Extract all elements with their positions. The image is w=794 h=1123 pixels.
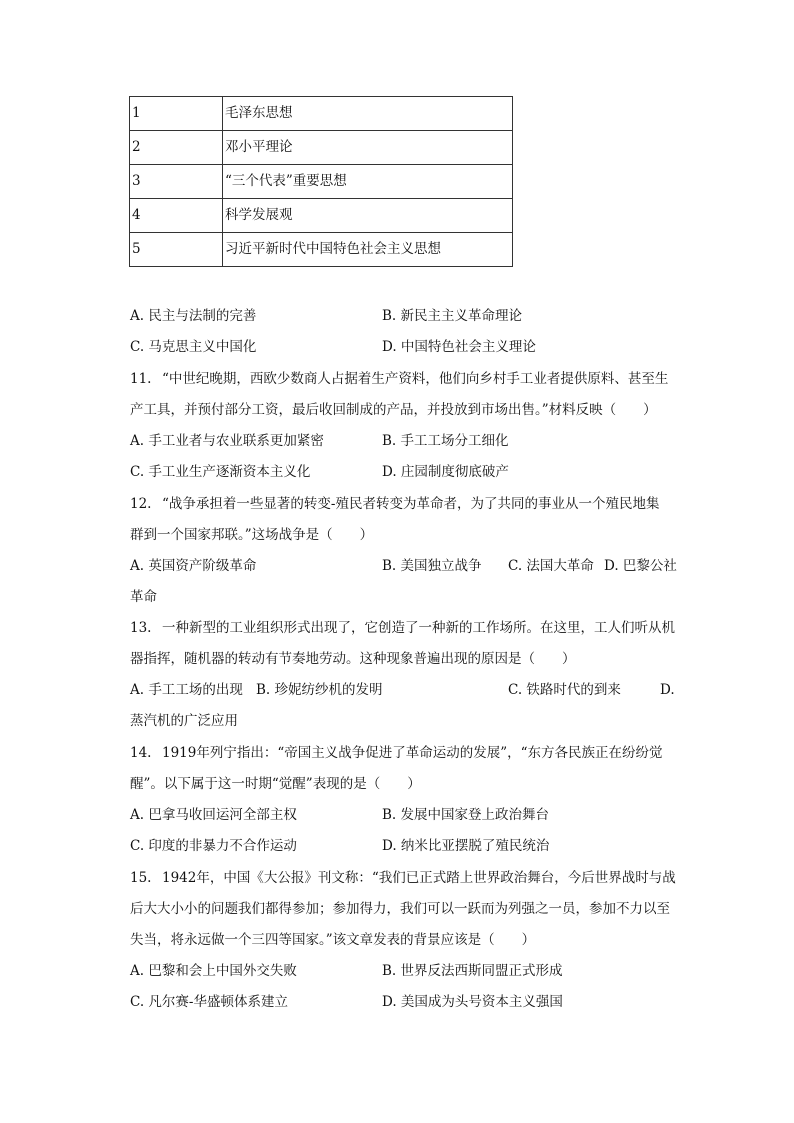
q14-option-a[interactable]: A. 巴拿马收回运河全部主权 xyxy=(130,807,297,823)
q15-stem-2: 后大大小小的问题我们都得参加；参加得力，我们可以一跃而为列强之一员，参加不力以至 xyxy=(130,901,670,917)
q13-stem-line xyxy=(130,613,690,644)
table-cell-text: “三个代表”重要思想 xyxy=(223,165,513,199)
question-13 xyxy=(130,613,690,737)
q13-option-c[interactable]: C. 铁路时代的到来 xyxy=(508,682,621,698)
q14-option-c[interactable]: C. 印度的非暴力不合作运动 xyxy=(130,838,297,854)
q13-option-d-continued: 蒸汽机的广泛应用 xyxy=(130,713,238,729)
table-cell-num: 2 xyxy=(130,131,223,165)
q14-stem-line xyxy=(130,738,690,769)
q11-option-d[interactable]: D. 庄园制度彻底破产 xyxy=(382,464,509,480)
q12-number: 12. xyxy=(130,496,152,512)
q15-number: 15. xyxy=(130,870,152,886)
option-row xyxy=(130,987,690,1018)
q15-stem-line xyxy=(130,863,690,894)
table-row xyxy=(130,233,513,267)
q10-option-a[interactable]: A. 民主与法制的完善 xyxy=(130,308,257,324)
q13-stem-2: 器指挥，随机器的转动有节奏地劳动。这种现象普遍出现的原因是（ ） xyxy=(130,651,576,667)
q12-stem-2: 群到一个国家邦联。”这场战争是（ ） xyxy=(130,527,374,543)
option-row xyxy=(130,831,690,862)
q15-stem-3: 失当，将永远做一个三四等国家。”该文章发表的背景应该是（ ） xyxy=(130,932,536,948)
q10-option-d[interactable]: D. 中国特色社会主义理论 xyxy=(382,339,536,355)
table-row xyxy=(130,131,513,165)
table-cell-num: 5 xyxy=(130,233,223,267)
q14-option-d[interactable]: D. 纳米比亚摆脱了殖民统治 xyxy=(382,838,550,854)
table-cell-text: 科学发展观 xyxy=(223,199,513,233)
option-row xyxy=(130,426,690,457)
q12-stem-1: “战争承担着一些显著的转变-殖民者转变为革命者，为了共同的事业从一个殖民地集 xyxy=(162,496,660,512)
q11-option-c[interactable]: C. 手工业生产逐渐资本主义化 xyxy=(130,464,311,480)
question-14 xyxy=(130,738,690,862)
q13-option-a[interactable]: A. 手工工场的出现 xyxy=(130,682,243,698)
q13-option-b[interactable]: B. 珍妮纺纱机的发明 xyxy=(256,682,383,698)
q11-option-a[interactable]: A. 手工业者与农业联系更加紧密 xyxy=(130,433,324,449)
q12-stem-line xyxy=(130,489,690,520)
table-cell-text: 习近平新时代中国特色社会主义思想 xyxy=(223,233,513,267)
table-cell-num: 4 xyxy=(130,199,223,233)
q14-number: 14. xyxy=(130,745,152,761)
table-row xyxy=(130,165,513,199)
option-row xyxy=(130,301,690,332)
q10-option-c[interactable]: C. 马克思主义中国化 xyxy=(130,339,257,355)
q15-stem-1: 1942年，中国《大公报》刊文称：“我们已正式踏上世界政治舞台，今后世界战时与战 xyxy=(162,870,676,886)
q15-option-a[interactable]: A. 巴黎和会上中国外交失败 xyxy=(130,963,297,979)
table-cell-num: 3 xyxy=(130,165,223,199)
question-11 xyxy=(130,364,690,488)
option-row xyxy=(130,956,690,987)
option-row xyxy=(130,551,690,582)
question-12 xyxy=(130,489,690,613)
q13-stem-1: 一种新型的工业组织形式出现了，它创造了一种新的工作场所。在这里，工人们听从机 xyxy=(162,620,675,636)
q10-options xyxy=(130,301,690,363)
option-row xyxy=(130,457,690,488)
table-cell-text: 邓小平理论 xyxy=(223,131,513,165)
table-cell-num: 1 xyxy=(130,97,223,131)
q11-option-b[interactable]: B. 手工工场分工细化 xyxy=(382,433,509,449)
q13-option-d[interactable]: D. xyxy=(660,682,675,698)
q14-option-b[interactable]: B. 发展中国家登上政治舞台 xyxy=(382,807,550,823)
table-row xyxy=(130,199,513,233)
q11-number: 11. xyxy=(130,371,152,387)
q12-option-a[interactable]: A. 英国资产阶级革命 xyxy=(130,558,257,574)
q11-stem-line xyxy=(130,364,690,395)
q15-option-d[interactable]: D. 美国成为头号资本主义强国 xyxy=(382,994,563,1010)
q15-option-b[interactable]: B. 世界反法西斯同盟正式形成 xyxy=(382,963,563,979)
question-15 xyxy=(130,863,690,1018)
q14-stem-1: 1919年列宁指出：“帝国主义战争促进了革命运动的发展”，“东方各民族正在纷纷觉 xyxy=(162,745,663,761)
table-cell-text: 毛泽东思想 xyxy=(223,97,513,131)
option-row xyxy=(130,800,690,831)
q13-number: 13. xyxy=(130,620,152,636)
q12-option-b[interactable]: B. 美国独立战争 xyxy=(382,558,482,574)
option-row xyxy=(130,675,690,706)
table-row xyxy=(130,97,513,131)
q10-option-b[interactable]: B. 新民主主义革命理论 xyxy=(382,308,523,324)
q11-stem-2: 产工具，并预付部分工资，最后收回制成的产品，并投放到市场出售。”材料反映（ ） xyxy=(130,402,657,418)
q12-option-d[interactable]: D. 巴黎公社 xyxy=(604,558,677,574)
q12-option-d-continued: 革命 xyxy=(130,589,157,605)
q12-option-c[interactable]: C. 法国大革命 xyxy=(508,558,594,574)
q11-stem-1: “中世纪晚期，西欧少数商人占据着生产资料，他们向乡村手工业者提供原料、甚至生 xyxy=(162,371,669,387)
theory-table xyxy=(129,96,513,267)
option-row xyxy=(130,332,690,363)
q14-stem-2: 醒”。以下属于这一时期“觉醒”表现的是（ ） xyxy=(130,776,421,792)
q15-option-c[interactable]: C. 凡尔赛-华盛顿体系建立 xyxy=(130,994,288,1010)
